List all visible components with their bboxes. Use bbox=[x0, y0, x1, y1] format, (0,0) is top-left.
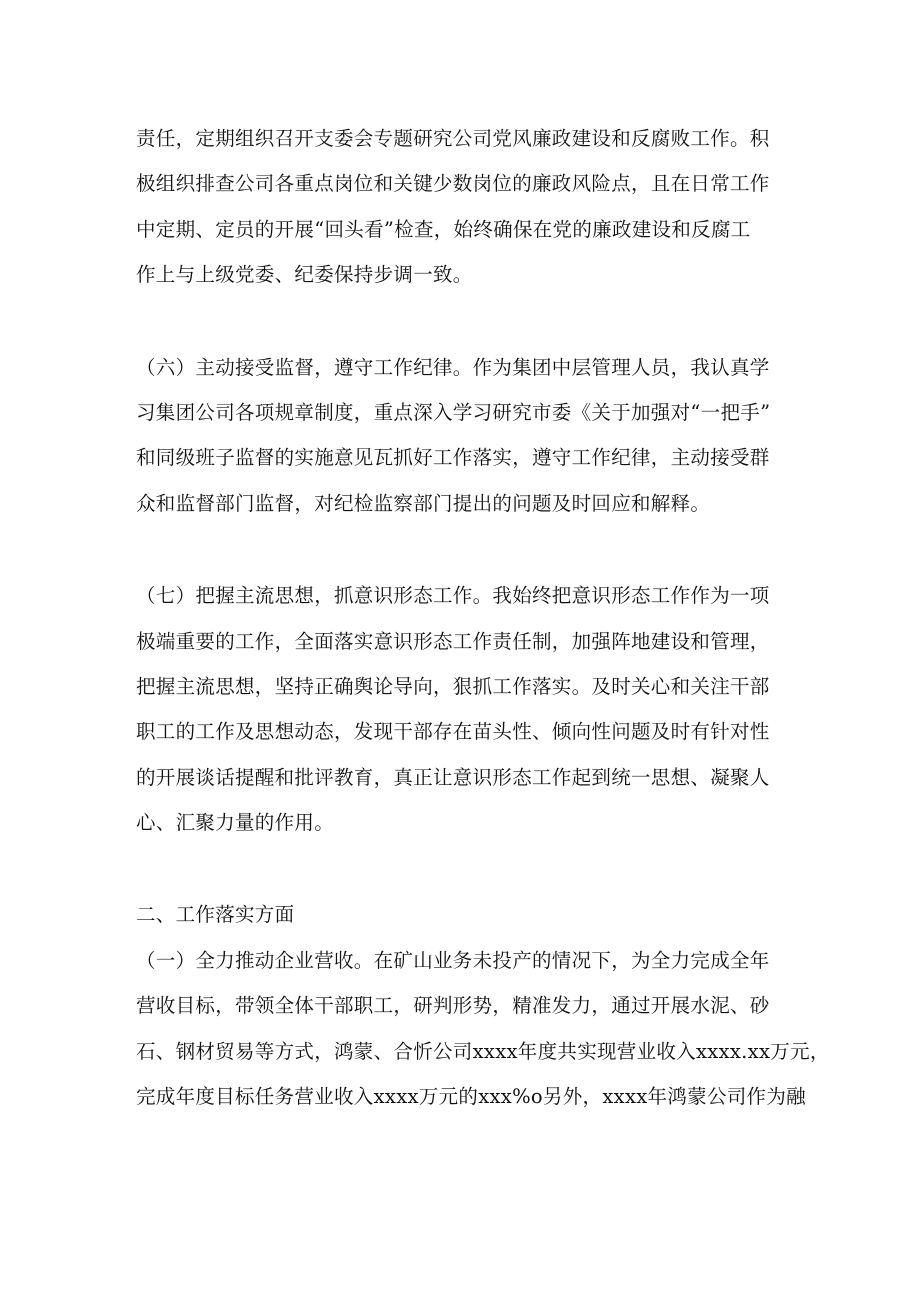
text-line: 心、汇聚力量的作用。 bbox=[136, 811, 335, 835]
text-line: 职工的工作及思想动态，发现干部存在苗头性、倾向性问题及时有针对性 bbox=[136, 720, 770, 744]
text-line: （七）把握主流思想，抓意识形态工作。我始终把意识形态工作作为一项 bbox=[136, 584, 770, 608]
text-line: （六）主动接受监督，遵守工作纪律。作为集团中层管理人员，我认真学 bbox=[136, 355, 770, 379]
text-line: 石、钢材贸易等方式，鸿蒙、合忻公司xxxx年度共实现营业收入xxxx.xx万元， bbox=[136, 1039, 830, 1063]
text-line: 和同级班子监督的实施意见瓦抓好工作落实，遵守工作纪律，主动接受群 bbox=[136, 446, 770, 470]
text-line: 作上与上级党委、纪委保持步调一致。 bbox=[136, 263, 473, 287]
paragraph-spacer bbox=[136, 298, 796, 345]
text-line: 的开展谈话提醒和批评教育，真正让意识形态工作起到统一思想、凝聚人 bbox=[136, 765, 770, 789]
text-line: 把握主流思想，坚持正确舆论导向，狠抓工作落实。及时关心和关注干部 bbox=[136, 674, 770, 698]
text-line: 责任，定期组织召开支委会专题研究公司党风廉政建设和反腐败工作。积 bbox=[136, 127, 770, 150]
text-line: （一）全力推动企业营收。在矿山业务未投产的情况下，为全力完成全年 bbox=[136, 948, 770, 972]
text-line: 习集团公司各项规章制度，重点深入学习研究市委《关于加强对“一把手” bbox=[136, 400, 771, 424]
paragraph-spacer bbox=[136, 845, 796, 892]
text-line: 极端重要的工作，全面落实意识形态工作责任制，加强阵地建设和管理， bbox=[136, 629, 770, 653]
text-line: 极组织排查公司各重点岗位和关键少数岗位的廉政风险点，且在日常工作 bbox=[136, 172, 770, 196]
paragraph-ideology bbox=[136, 573, 796, 845]
paragraph-spacer bbox=[136, 526, 796, 573]
paragraph-revenue bbox=[136, 938, 830, 1120]
section-heading: 二、工作落实方面 bbox=[136, 903, 295, 927]
document-page bbox=[136, 116, 830, 1119]
section-heading-work-implementation bbox=[136, 892, 796, 937]
paragraph-supervision bbox=[136, 345, 796, 527]
text-line: 完成年度目标任务营业收入xxxx万元的xxx%o另外，xxxx年鸿蒙公司作为融 bbox=[136, 1085, 806, 1109]
text-line: 营收目标，带领全体干部职工，研判形势，精准发力，通过开展水泥、砂 bbox=[136, 994, 770, 1018]
text-line: 中定期、定员的开展“回头看”检查，始终确保在党的廉政建设和反腐工 bbox=[136, 217, 751, 241]
text-line: 众和监督部门监督，对纪检监察部门提出的问题及时回应和解释。 bbox=[136, 491, 711, 515]
paragraph-responsibility bbox=[136, 116, 796, 298]
